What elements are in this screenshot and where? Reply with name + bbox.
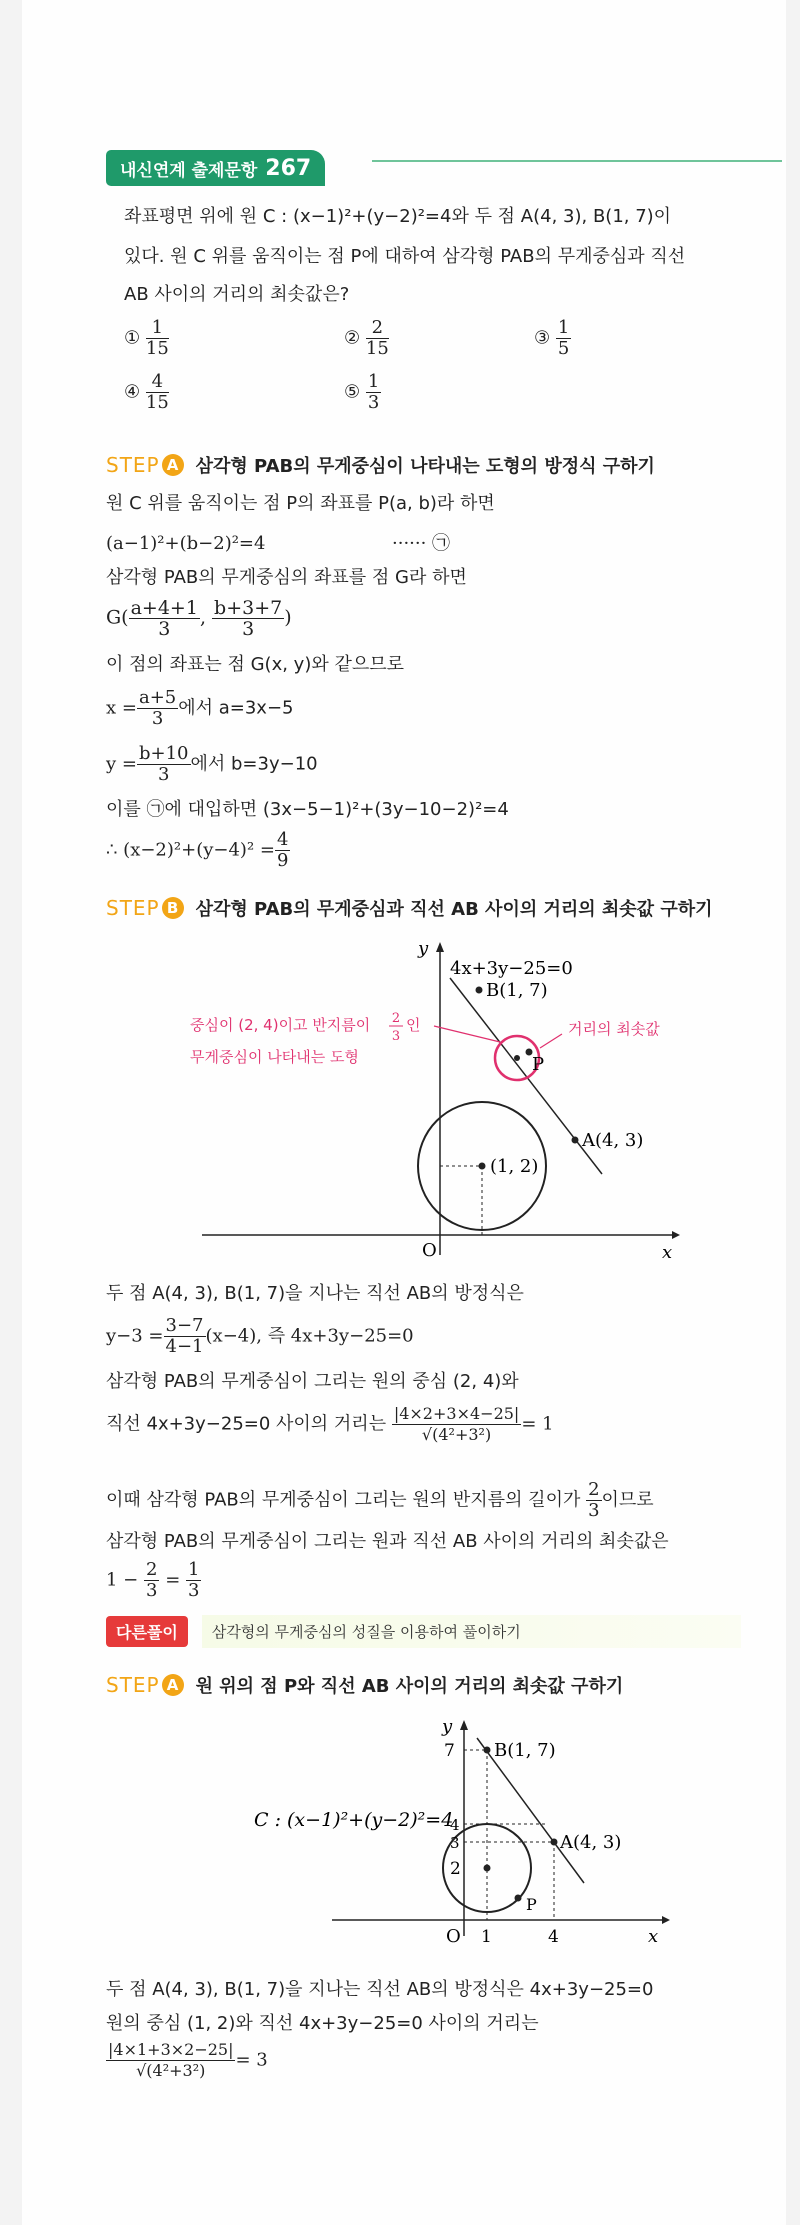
- note-1: [190, 1016, 370, 1034]
- choice-mark: ④: [124, 381, 141, 403]
- point-p: [515, 1895, 522, 1902]
- choice-num: 1: [367, 371, 380, 392]
- m5-num: 2: [588, 1479, 600, 1500]
- point-a-label: A(4, 3): [560, 1832, 622, 1853]
- point-a: [572, 1137, 579, 1144]
- page: [22, 0, 786, 2225]
- m7-num-2: 1: [188, 1559, 200, 1580]
- choice-num: 2: [366, 318, 389, 339]
- g-comma: ,: [199, 606, 206, 629]
- step-letter-badge: B: [162, 897, 184, 919]
- step-a-line-5: 이 점의 좌표는 점 G(x, y)와 같으므로: [106, 654, 405, 675]
- point-b: [476, 987, 483, 994]
- y-den: 3: [158, 764, 170, 785]
- alt-step-header: [106, 1672, 623, 1698]
- step-title: 삼각형 PAB의 무게중심과 직선 AB 사이의 거리의 최솟값 구하기: [195, 899, 713, 920]
- choice-2[interactable]: [344, 318, 389, 359]
- g-num-1: a+4+1: [130, 597, 198, 619]
- g-den-1: 3: [158, 618, 171, 640]
- tick-x4: 4: [548, 1927, 559, 1947]
- line-ab: [450, 978, 602, 1174]
- choice-den: 15: [365, 338, 389, 359]
- point-b-label: B(1, 7): [494, 1740, 556, 1761]
- step-a-y-eq: [106, 744, 318, 785]
- point-p-label: P: [526, 1895, 537, 1914]
- alt-line-1: 두 점 A(4, 3), B(1, 7)을 지나는 직선 AB의 방정식은 4x+3y−25=0: [106, 1979, 654, 2000]
- a3-num: |4×1+3×2−25|: [108, 2040, 234, 2059]
- origin-label: O: [422, 1240, 437, 1261]
- y-suffix: 에서 b=3y−10: [190, 753, 318, 775]
- note-1-post: 인: [406, 1016, 421, 1034]
- note-1-den: 3: [391, 1029, 401, 1044]
- choice-num: 4: [146, 372, 169, 393]
- step-b-line-5: [106, 1480, 654, 1521]
- circle-c-label: C : (x−1)²+(y−2)²=4: [254, 1809, 454, 1831]
- y-axis-arrow: [436, 942, 444, 952]
- choice-den: 15: [145, 392, 169, 413]
- m4-suffix: = 1: [521, 1413, 554, 1435]
- step-letter-badge: A: [162, 1674, 184, 1696]
- step-title: 삼각형 PAB의 무게중심이 나타내는 도형의 방정식 구하기: [195, 456, 655, 477]
- step-a-line-1: 원 C 위를 움직이는 점 P의 좌표를 P(a, b)라 하면: [106, 493, 495, 514]
- step-a-header: [106, 452, 655, 478]
- point-b: [484, 1747, 491, 1754]
- choice-num: 1: [557, 317, 570, 338]
- step-a-line-8: 이를 ㉠에 대입하면 (3x−5−1)²+(3y−10−2)²=4: [106, 799, 509, 820]
- problem-number: 267: [265, 155, 312, 181]
- step-label: STEP: [106, 453, 160, 477]
- choice-mark: ③: [534, 327, 551, 349]
- m2-den: 4−1: [165, 1336, 204, 1357]
- step-label: STEP: [106, 896, 160, 920]
- y-prefix: y =: [106, 753, 137, 775]
- centroid-center-point: [514, 1055, 520, 1061]
- center-point: [479, 1163, 486, 1170]
- tick-y7: 7: [444, 1741, 455, 1761]
- choice-4[interactable]: [124, 372, 169, 413]
- alt-solution-bar: [106, 1615, 741, 1648]
- y-axis-arrow: [460, 1720, 468, 1730]
- x-axis-arrow: [662, 1916, 670, 1924]
- point-p-label: P: [532, 1054, 545, 1075]
- result-prefix: ∴ (x−2)²+(y−4)² =: [106, 839, 275, 861]
- m5-den: 3: [588, 1500, 600, 1521]
- point-a: [551, 1839, 558, 1846]
- m4-den: √(4²+3²): [421, 1425, 492, 1444]
- y-axis-label: y: [418, 938, 429, 959]
- g-den-2: 3: [242, 618, 255, 640]
- step-b-line-2: [106, 1316, 414, 1357]
- alt-line-2: 원의 중심 (1, 2)와 직선 4x+3y−25=0 사이의 거리는: [106, 2013, 539, 2034]
- g-num-2: b+3+7: [214, 597, 283, 619]
- m7-den-2: 3: [188, 1580, 200, 1601]
- graph-alt: [22, 1708, 786, 1948]
- note-1-num: 2: [391, 1011, 401, 1026]
- note-leader-left: [434, 1026, 500, 1042]
- alt-line-3: [106, 2040, 268, 2081]
- x-suffix: 에서 a=3x−5: [178, 697, 294, 719]
- alt-badge: 다른풀이: [106, 1616, 188, 1647]
- x-num: a+5: [138, 687, 177, 708]
- m7-mid: =: [165, 1569, 181, 1591]
- choice-mark: ①: [124, 327, 141, 349]
- tick-x1: 1: [481, 1927, 492, 1947]
- x-den: 3: [151, 708, 164, 729]
- step-a-line-2: (a−1)²+(b−2)²=4: [106, 533, 266, 554]
- step-b-line-4: [106, 1404, 554, 1445]
- choice-den: 5: [557, 338, 570, 359]
- choice-den: 15: [145, 338, 169, 359]
- problem-tag: [106, 150, 325, 186]
- x-axis-arrow: [672, 1231, 680, 1239]
- step-label: STEP: [106, 1673, 160, 1697]
- g-prefix: G(: [106, 606, 129, 629]
- choice-num: 1: [146, 318, 169, 339]
- result-den: 9: [276, 850, 289, 871]
- origin-label: O: [446, 1926, 461, 1947]
- step-letter-badge: A: [162, 454, 184, 476]
- alt-description: 삼각형의 무게중심의 성질을 이용하여 풀이하기: [202, 1615, 741, 1648]
- m2-prefix: y−3 =: [106, 1325, 164, 1347]
- center-label: (1, 2): [490, 1156, 539, 1177]
- m5-suffix: 이므로: [601, 1489, 654, 1511]
- m7-num: 2: [146, 1559, 158, 1580]
- step-a-line-2-tag: ······ ㉠: [392, 533, 451, 554]
- m7-den: 3: [146, 1580, 158, 1601]
- m2-suffix: (x−4), 즉 4x+3y−25=0: [205, 1325, 414, 1347]
- y-num: b+10: [138, 743, 189, 764]
- point-a-label: A(4, 3): [582, 1130, 644, 1151]
- header-rule: [372, 160, 782, 162]
- g-suffix: ): [284, 606, 292, 629]
- result-num: 4: [276, 829, 289, 850]
- m4-prefix: 직선 4x+3y−25=0 사이의 거리는: [106, 1413, 387, 1435]
- choice-1[interactable]: [124, 318, 169, 359]
- m5-prefix: 이때 삼각형 PAB의 무게중심이 그리는 원의 반지름의 길이가: [106, 1489, 581, 1511]
- tick-y2: 2: [450, 1859, 461, 1879]
- step-b-line-6: 삼각형 PAB의 무게중심이 그리는 원과 직선 AB 사이의 거리의 최솟값은: [106, 1531, 669, 1552]
- choice-mark: ⑤: [344, 381, 361, 403]
- choice-5[interactable]: [344, 372, 381, 413]
- step-title: 원 위의 점 P와 직선 AB 사이의 거리의 최솟값 구하기: [195, 1676, 624, 1697]
- step-a-centroid: [106, 598, 292, 639]
- note-2: 무게중심이 나타내는 도형: [190, 1048, 359, 1066]
- problem-line-3: AB 사이의 거리의 최솟값은?: [124, 284, 350, 305]
- choice-den: 3: [367, 392, 380, 413]
- graph-step-b: [22, 930, 786, 1270]
- note-leader-right: [540, 1034, 562, 1048]
- step-b-line-1: 두 점 A(4, 3), B(1, 7)을 지나는 직선 AB의 방정식은: [106, 1283, 524, 1304]
- step-a-line-3: 삼각형 PAB의 무게중심의 좌표를 점 G라 하면: [106, 567, 467, 588]
- tick-y3: 3: [450, 1834, 460, 1852]
- line-ab-label: 4x+3y−25=0: [450, 958, 573, 979]
- choice-mark: ②: [344, 327, 361, 349]
- step-a-result: [106, 830, 290, 871]
- y-axis-label: y: [442, 1716, 453, 1737]
- point-b-label: B(1, 7): [486, 980, 548, 1001]
- x-axis-label: x: [648, 1926, 659, 1947]
- x-axis-label: x: [662, 1242, 673, 1263]
- step-b-line-3: 삼각형 PAB의 무게중심이 그리는 원의 중심 (2, 4)와: [106, 1371, 519, 1392]
- m4-num: |4×2+3×4−25|: [393, 1404, 520, 1423]
- tick-y4: 4: [450, 1816, 460, 1834]
- step-a-x-eq: [106, 688, 293, 729]
- step-b-final: [106, 1560, 201, 1601]
- x-prefix: x =: [106, 697, 137, 719]
- a3-den: √(4²+3²): [136, 2061, 206, 2080]
- note-1-pre: 중심이 (2, 4)이고 반지름이: [190, 1016, 371, 1034]
- choice-3[interactable]: [534, 318, 571, 359]
- tag-label: 내신연계 출제문항: [120, 160, 258, 181]
- problem-line-1: 좌표평면 위에 원 C : (x−1)²+(y−2)²=4와 두 점 A(4, 3), B(1, 7)이: [124, 206, 672, 227]
- a3-suffix: = 3: [235, 2049, 268, 2071]
- note-right: 거리의 최솟값: [568, 1020, 660, 1038]
- step-b-header: [106, 895, 713, 921]
- problem-line-2: 있다. 원 C 위를 움직이는 점 P에 대하여 삼각형 PAB의 무게중심과 직선: [124, 246, 686, 267]
- m7-prefix: 1 −: [106, 1569, 139, 1591]
- m2-num: 3−7: [165, 1315, 204, 1336]
